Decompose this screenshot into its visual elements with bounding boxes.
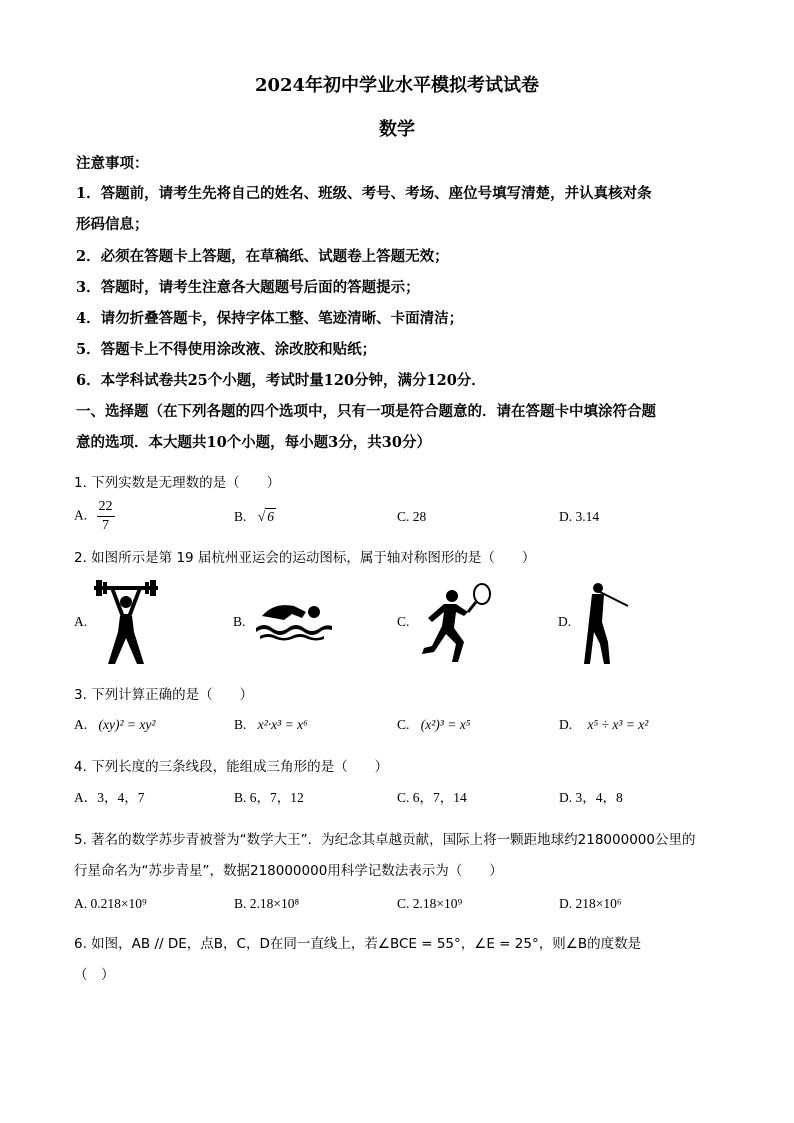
golf-icon bbox=[578, 582, 632, 666]
q2-option-d-label: D. bbox=[558, 614, 572, 629]
q5-option-c: C. 2.18×10⁹ bbox=[397, 896, 463, 911]
q4-option-b: B. 6，7，12 bbox=[234, 790, 304, 805]
weightlifting-icon bbox=[92, 580, 160, 666]
q1-option-d: D. 3.14 bbox=[559, 509, 600, 524]
subject-title: 数学 bbox=[379, 119, 415, 140]
q3-option-c: C. (x²)³ = x⁵ bbox=[397, 717, 471, 732]
question-3-stem: 3. 下列计算正确的是（ ） bbox=[74, 687, 254, 703]
q5-option-d: D. 218×10⁶ bbox=[559, 896, 622, 911]
q3-option-a: A. (xy)² = xy² bbox=[74, 717, 156, 732]
notice-item: 4．请勿折叠答题卡，保持字体工整、笔迹清晰、卡面清洁； bbox=[76, 310, 464, 327]
question-1-stem: 1. 下列实数是无理数的是（ ） bbox=[74, 475, 281, 491]
question-5-stem: 5. 著名的数学苏步青被誉为“数学大王”．为纪念其卓越贡献，国际上将一颗距地球约218000000公里的 bbox=[74, 832, 696, 848]
question-6-stem-cont: （ ） bbox=[74, 967, 115, 983]
notice-item: 1．答题前，请考生先将自己的姓名、班级、考号、考场、座位号填写清楚，并认真核对条 bbox=[76, 185, 652, 202]
section-heading-cont: 意的选项．本大题共10个小题，每小题3分，共30分） bbox=[76, 434, 431, 451]
question-6-stem: 6. 如图，AB // DE，点B，C，D在同一直线上，若∠BCE = 55°，∠E = 25°，则∠B的度数是 bbox=[74, 936, 642, 952]
q2-option-b-label: B. bbox=[233, 614, 246, 629]
notice-item: 6．本学科试卷共25个小题，考试时量120分钟，满分120分． bbox=[76, 372, 486, 389]
q2-option-a-label: A. bbox=[74, 614, 88, 629]
notice-item: 3．答题时，请考生注意各大题题号后面的答题提示； bbox=[76, 279, 420, 296]
q3-option-b: B. x²·x³ = x⁶ bbox=[234, 717, 308, 732]
q4-option-d: D. 3，4，8 bbox=[559, 790, 623, 805]
notice-heading: 注意事项： bbox=[76, 155, 149, 172]
fraction: $\frac{22}{7}$ bbox=[98, 499, 113, 533]
question-2-stem: 2. 如图所示是第 19 届杭州亚运会的运动图标，属于轴对称图形的是（ ） bbox=[74, 550, 536, 566]
q2-option-c-label: C. bbox=[397, 614, 410, 629]
section-heading: 一、选择题（在下列各题的四个选项中，只有一项是符合题意的．请在答题卡中填涂符合题 bbox=[76, 403, 656, 420]
notice-item: 形码信息； bbox=[76, 216, 149, 233]
question-5-stem-cont: 行星命名为“苏步青星”，数据218000000用科学记数法表示为（ ） bbox=[74, 863, 503, 879]
q5-option-b: B. 2.18×10⁸ bbox=[234, 896, 300, 911]
swimming-icon bbox=[254, 598, 334, 642]
notice-item: 5．答题卡上不得使用涂改液、涂改胶和贴纸； bbox=[76, 341, 377, 358]
q1-option-b: B. √ 6 bbox=[234, 509, 274, 524]
sqrt-sign: √ bbox=[257, 509, 266, 524]
question-4-stem: 4. 下列长度的三条线段，能组成三角形的是（ ） bbox=[74, 759, 389, 775]
tennis-icon bbox=[414, 582, 494, 664]
exam-title: 2024年初中学业水平模拟考试试卷 bbox=[254, 75, 540, 96]
q5-option-a: A. 0.218×10⁹ bbox=[74, 896, 147, 911]
q3-option-d: D. x⁵ ÷ x³ = x² bbox=[559, 717, 649, 732]
q4-option-a: A．3，4，7 bbox=[74, 790, 145, 805]
q1-option-a: A. $\frac{22}{7}$ bbox=[74, 499, 113, 533]
q1-option-c: C. 28 bbox=[397, 509, 427, 524]
q4-option-c: C. 6，7，14 bbox=[397, 790, 467, 805]
notice-item: 2．必须在答题卡上答题，在草稿纸、试题卷上答题无效； bbox=[76, 248, 449, 265]
